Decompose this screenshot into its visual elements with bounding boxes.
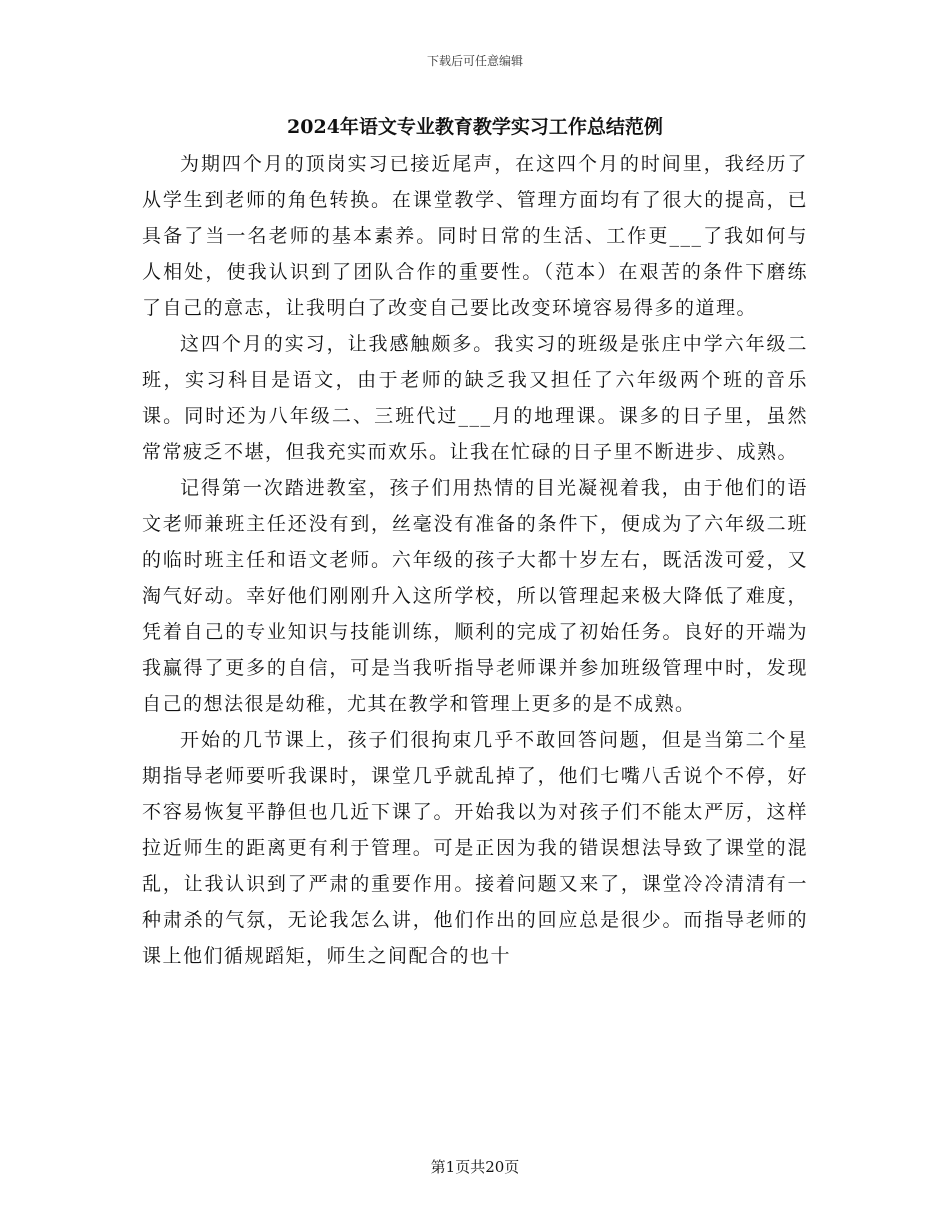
paragraph-1: 为期四个月的顶岗实习已接近尾声，在这四个月的时间里，我经历了从学生到老师的角色转换。在课堂教学、管理方面均有了很大的提高，已具备了当一名老师的基本素养。同时日常的生活、工作更___了我如何与人相处，使我认识到了团队合作的重要性。（范本）在艰苦的条件下磨练了自己的意志，让我明白了改变自己要比改变环境容易得多的道理。 [142,153,808,319]
document-title: 2024年语文专业教育教学实习工作总结范例 [287,116,663,138]
page-header: 下载后可任意编辑 [426,54,523,68]
document-body [142,146,808,974]
paragraph-2: 这四个月的实习，让我感触颇多。我实习的班级是张庄中学六年级二班，实习科目是语文，由于老师的缺乏我又担任了六年级两个班的音乐课。同时还为八年级二、三班代过___月的地理课。课多的日子里，虽然常常疲乏不堪，但我充实而欢乐。让我在忙碌的日子里不断进步、成熟。 [142,333,808,463]
page-footer: 第1页共20页 [430,1158,520,1176]
paragraph-4: 开始的几节课上，孩子们很拘束几乎不敢回答问题，但是当第二个星期指导老师要听我课时，课堂几乎就乱掉了，他们七嘴八舌说个不停，好不容易恢复平静但也几近下课了。开始我以为对孩子们不能太严厉，这样拉近师生的距离更有利于管理。可是正因为我的错误想法导致了课堂的混乱，让我认识到了严肃的重要作用。接着问题又来了，课堂冷冷清清有一种肃杀的气氛，无论我怎么讲，他们作出的回应总是很少。而指导老师的课上他们循规蹈矩，师生之间配合的也十 [142,729,808,967]
paragraph-3: 记得第一次踏进教室，孩子们用热情的目光凝视着我，由于他们的语文老师兼班主任还没有到，丝毫没有准备的条件下，便成为了六年级二班的临时班主任和语文老师。六年级的孩子大都十岁左右，既活泼可爱，又淘气好动。幸好他们刚刚升入这所学校，所以管理起来极大降低了难度，凭着自己的专业知识与技能训练，顺利的完成了初始任务。良好的开端为我赢得了更多的自信，可是当我听指导老师课并参加班级管理中时，发现自己的想法很是幼稚，尤其在教学和管理上更多的是不成熟。 [142,477,808,715]
